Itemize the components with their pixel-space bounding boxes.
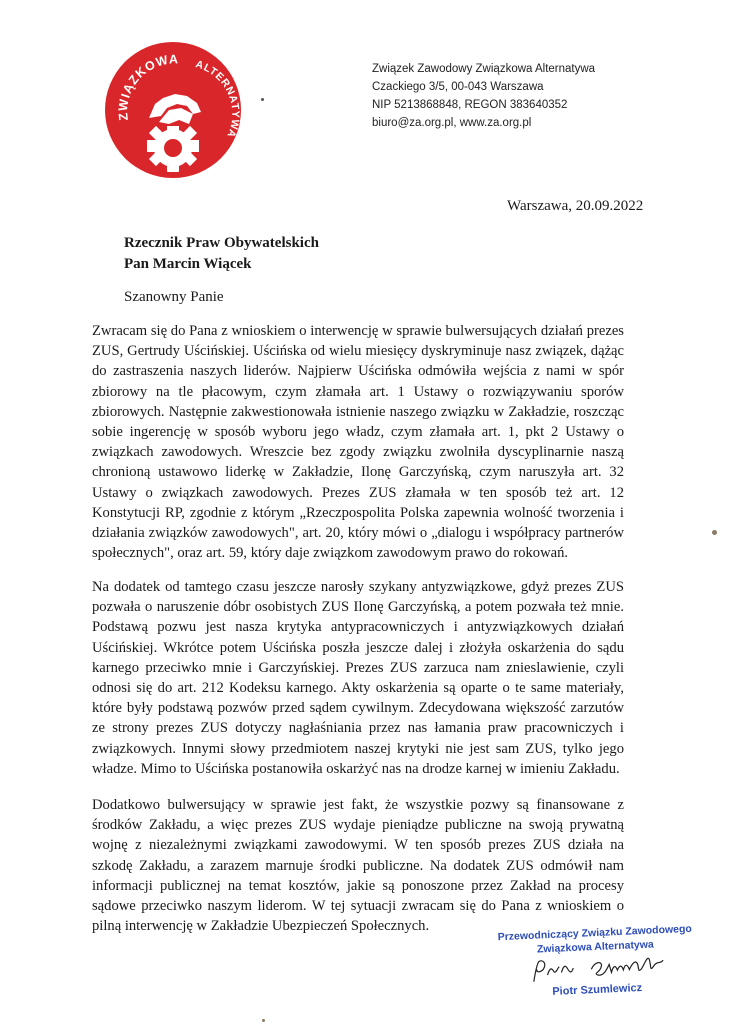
signatory-name: Piotr Szumlewicz bbox=[552, 982, 643, 998]
recipient-block bbox=[124, 233, 319, 275]
scan-speck bbox=[261, 98, 264, 101]
stamp-title-line-1: Przewodniczący Związku Zawodowego bbox=[497, 922, 693, 944]
organization-name: Związek Zawodowy Związkowa Alternatywa bbox=[372, 63, 596, 75]
scan-speck bbox=[262, 1019, 265, 1022]
body-paragraph-3: Dodatkowo bulwersujący w sprawie jest fakt, że wszystkie pozwy są finansowane z środków Zakładu, a więc prezes ZUS wydaje pieniądze publiczne na swoją prywatną wojnę z niezależnymi związkami zawodowymi. W ten sposób prezes ZUS działa na szkodę Zakładu, a zarazem marnuje środki publiczne. Na dodatek ZUS odmówił nam informacji publicznej na temat kosztów, jakie są ponoszone przez Zakład na procesy sądowe przeciwko naszym liderom. W tej sytuacji zwracam się do Pana z wnioskiem o pilną interwencję w Zakładzie Ubezpieczeń Społecznych. bbox=[92, 797, 624, 935]
organization-contact: biuro@za.org.pl, www.za.org.pl bbox=[372, 117, 532, 129]
recipient-office: Rzecznik Praw Obywatelskich bbox=[124, 235, 319, 251]
logo-top-text: ZWIĄZKOWA bbox=[115, 52, 180, 122]
recipient-name: Pan Marcin Wiącek bbox=[124, 256, 252, 272]
salutation: Szanowny Panie bbox=[124, 289, 224, 305]
scan-speck bbox=[712, 530, 717, 535]
body-paragraph-2: Na dodatek od tamtego czasu jeszcze narosły szykany antyzwiązkowe, gdyż prezes ZUS pozwała o naruszenie dóbr osobistych ZUS Ilonę Garczyńską, a potem pozwała też mnie. Podstawą pozwu jest nasza krytyka antypracowniczych i antyzwiązkowych działań Uścińskiej. Wkrótce potem Uścińska poszła jeszcze dalej i złożyła oskarżenia do sądu karnego przeciwko mnie i Garczyńskiej. Prezes ZUS zarzuca nam znieslawienie, czyli odnosi się do art. 212 Kodeksu karnego. Akty oskarżenia są oparte o te same materiały, które były podstawą pozwów przed sądem cywilnym. Zdecydowana większość zarzutów ze strony prezes ZUS dotyczy nagłaśniania przez nas łamania praw pracowniczych i związkowych. Innymi słowy przedmiotem naszej krytyki nie jest sam ZUS, tylko jego władze. Mimo to Uścińska postanowiła oskarżyć nas na drodze karnej w imieniu Zakładu. bbox=[92, 579, 624, 777]
stamp-title-line-2: Związkowa Alternatywa bbox=[536, 938, 655, 956]
union-logo bbox=[103, 40, 243, 180]
organization-ids: NIP 5213868848, REGON 383640352 bbox=[372, 99, 568, 111]
logo-right-text: ALTERNATYWA bbox=[194, 58, 242, 140]
signature-stamp bbox=[495, 922, 698, 1002]
body-paragraph-1: Zwracam się do Pana z wnioskiem o interwencję w sprawie bulwersujących działań prezes ZUS, Gertrudy Uścińskiej. Uścińska od wielu miesięcy dyskryminuje nasz związek, dążąc do zastraszenia naszych liderów. Najpierw Uścińska odmówiła wejścia z nami w spór zbiorowy na tle płacowym, czym złamała art. 1 Ustawy o rozwiązywaniu sporów zbiorowych. Następnie zakwestionowała istnienie naszego związku w Zakładzie, roszcząc sobie ingerencję w sposób wyboru jego władz, czym złamała art. 1, pkt 2 Ustawy o związkach zawodowych. Wreszcie bez zgody związku zwolniła dyscyplinarnie naszą chronioną ustawowo liderkę w Zakładzie, Ilonę Garczyńską, czym naruszyła art. 32 Ustawy o związkach zawodowych. Prezes ZUS złamała w ten sposób też art. 12 Konstytucji RP, zgodnie z którym „Rzeczpospolita Polska zapewnia wolność tworzenia i działania związków zawodowych", art. 20, który mówi o „dialogu i współpracy partnerów społecznych", oraz art. 59, który daje związkom zawodowym prawo do rokowań. bbox=[92, 323, 624, 562]
organization-address: Czackiego 3/5, 00-043 Warszawa bbox=[372, 81, 544, 93]
place-and-date: Warszawa, 20.09.2022 bbox=[507, 198, 644, 214]
organization-header bbox=[372, 60, 595, 132]
